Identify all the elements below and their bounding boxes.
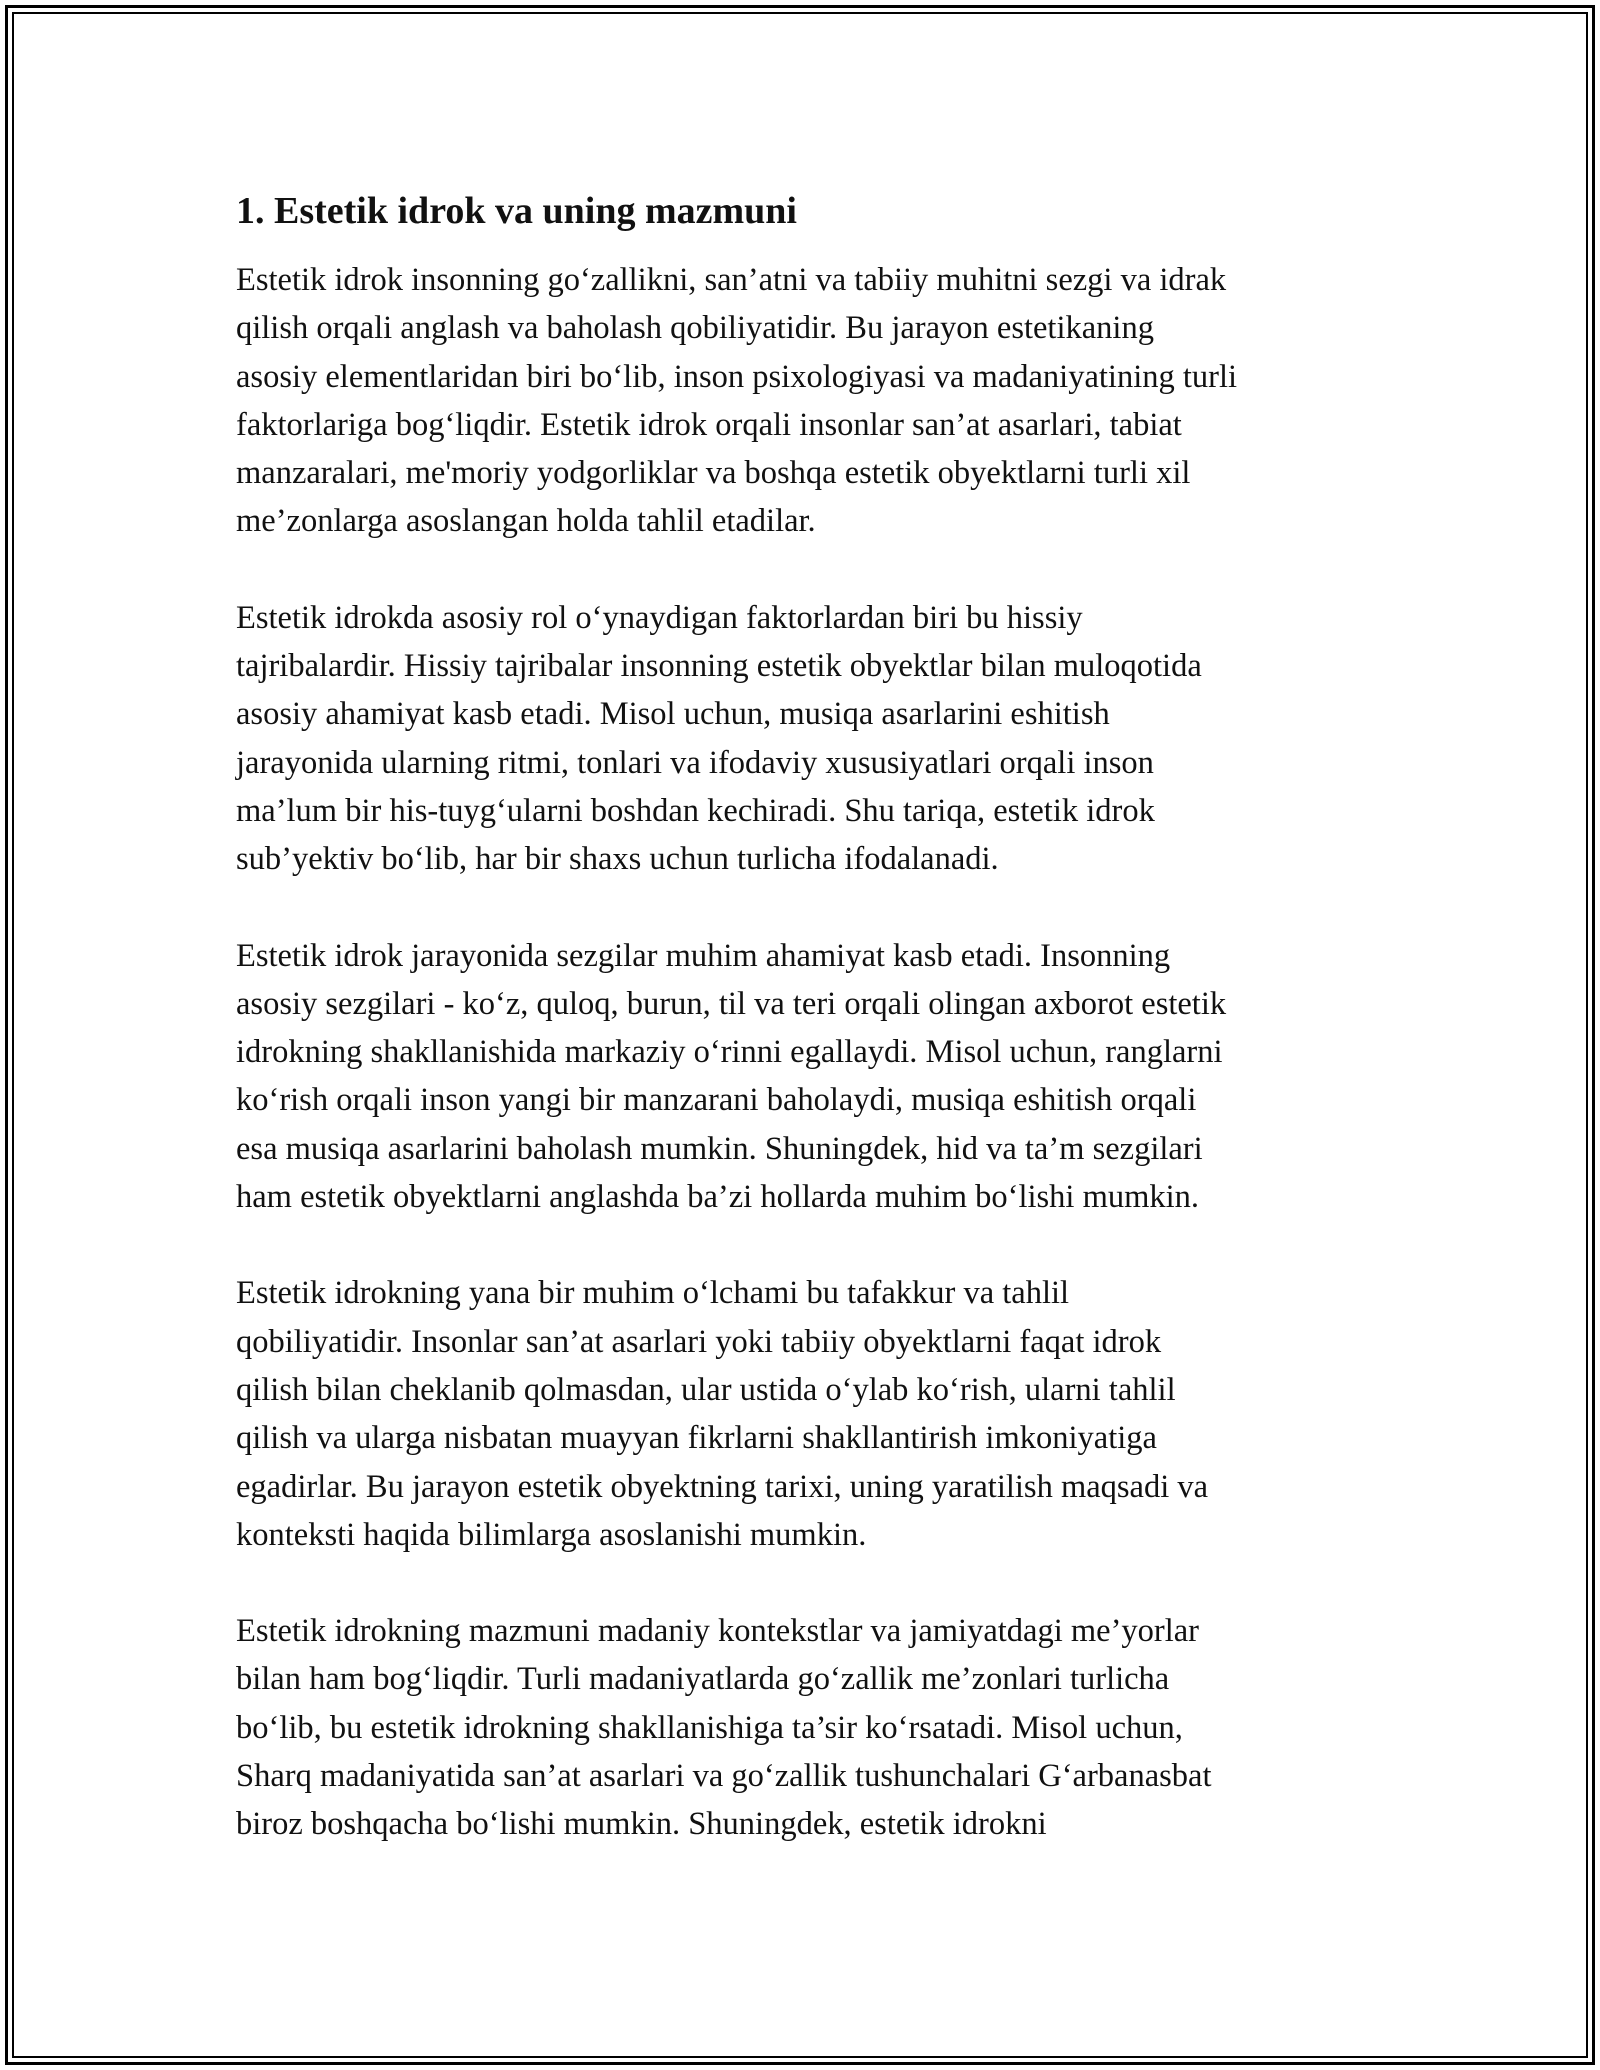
text-line: egadirlar. Bu jarayon estetik obyektning tarixi, uning yaratilish maqsadi va xyxy=(236,1468,1209,1505)
section-heading: 1. Estetik idrok va uning mazmuni xyxy=(236,190,797,232)
text-line: biroz boshqacha bo‘lishi mumkin. Shuningdek, estetik idrokni xyxy=(236,1806,1047,1843)
text-line: ma’lum bir his-tuyg‘ularni boshdan kechiradi. Shu tariqa, estetik idrok xyxy=(236,792,1155,829)
text-line: me’zonlarga asoslangan holda tahlil etadilar. xyxy=(236,503,816,540)
document-body xyxy=(236,186,1376,1897)
text-line: bilan ham bog‘liqdir. Turli madaniyatlarda go‘zallik me’zonlari turlicha xyxy=(236,1661,1170,1698)
text-line: ham estetik obyektlarni anglashda ba’zi hollarda muhim bo‘lishi mumkin. xyxy=(236,1179,1200,1216)
text-line: asosiy sezgilari - ko‘z, quloq, burun, til va teri orqali olingan axborot estetik xyxy=(236,985,1227,1022)
text-line: tajribalardir. Hissiy tajribalar insonning estetik obyektlar bilan muloqotida xyxy=(236,648,1202,685)
text-line: qilish orqali anglash va baholash qobiliyatidir. Bu jarayon estetikaning xyxy=(236,310,1154,347)
text-line: sub’yektiv bo‘lib, har bir shaxs uchun turlicha ifodalanadi. xyxy=(236,841,999,878)
text-line: qilish va ularga nisbatan muayyan fikrlarni shakllantirish imkoniyatiga xyxy=(236,1420,1157,1457)
text-line: Estetik idrok insonning go‘zallikni, san’atni va tabiiy muhitni sezgi va idrak xyxy=(236,262,1227,298)
text-line: esa musiqa asarlarini baholash mumkin. Shuningdek, hid va ta’m sezgilari xyxy=(236,1130,1203,1167)
text-line: asosiy ahamiyat kasb etadi. Misol uchun, musiqa asarlarini eshitish xyxy=(236,696,1110,733)
text-line: faktorlariga bog‘liqdir. Estetik idrok orqali insonlar san’at asarlari, tabiat xyxy=(236,406,1182,443)
text-line: idrokning shakllanishida markaziy o‘rinni egallaydi. Misol uchun, ranglarni xyxy=(236,1034,1223,1071)
text-line: Sharq madaniyatida san’at asarlari va go‘zallik tushunchalari G‘arbanasbat xyxy=(236,1758,1212,1795)
text-line: Estetik idrokning mazmuni madaniy kontekstlar va jamiyatdagi me’yorlar xyxy=(236,1613,1200,1650)
text-line: qobiliyatidir. Insonlar san’at asarlari yoki tabiiy obyektlarni faqat idrok xyxy=(236,1323,1162,1360)
text-line: Estetik idrokning yana bir muhim o‘lchami bu tafakkur va tahlil xyxy=(236,1275,1070,1312)
text-line: Estetik idrok jarayonida sezgilar muhim ahamiyat kasb etadi. Insonning xyxy=(236,937,1171,974)
paragraph xyxy=(236,1607,1376,1848)
text-line: manzaralari, me'moriy yodgorliklar va boshqa estetik obyektlarni turli xil xyxy=(236,455,1191,492)
paragraph xyxy=(236,1269,1376,1559)
text-line: qilish bilan cheklanib qolmasdan, ular ustida o‘ylab ko‘rish, ularni tahlil xyxy=(236,1371,1176,1408)
text-line: konteksti haqida bilimlarga asoslanishi mumkin. xyxy=(236,1516,867,1553)
text-line: jarayonida ularning ritmi, tonlari va ifodaviy xususiyatlari orqali inson xyxy=(236,744,1154,781)
paragraph xyxy=(236,932,1376,1222)
text-line: Estetik idrokda asosiy rol o‘ynaydigan faktorlardan biri bu hissiy xyxy=(236,599,1083,636)
paragraph xyxy=(236,594,1376,884)
text-line: asosiy elementlaridan biri bo‘lib, inson psixologiyasi va madaniyatining turli xyxy=(236,358,1238,395)
text-line: ko‘rish orqali inson yangi bir manzarani baholaydi, musiqa eshitish orqali xyxy=(236,1082,1197,1119)
text-line: bo‘lib, bu estetik idrokning shakllanishiga ta’sir ko‘rsatadi. Misol uchun, xyxy=(236,1709,1183,1746)
paragraph xyxy=(236,256,1376,546)
paragraph-list xyxy=(236,256,1376,1849)
